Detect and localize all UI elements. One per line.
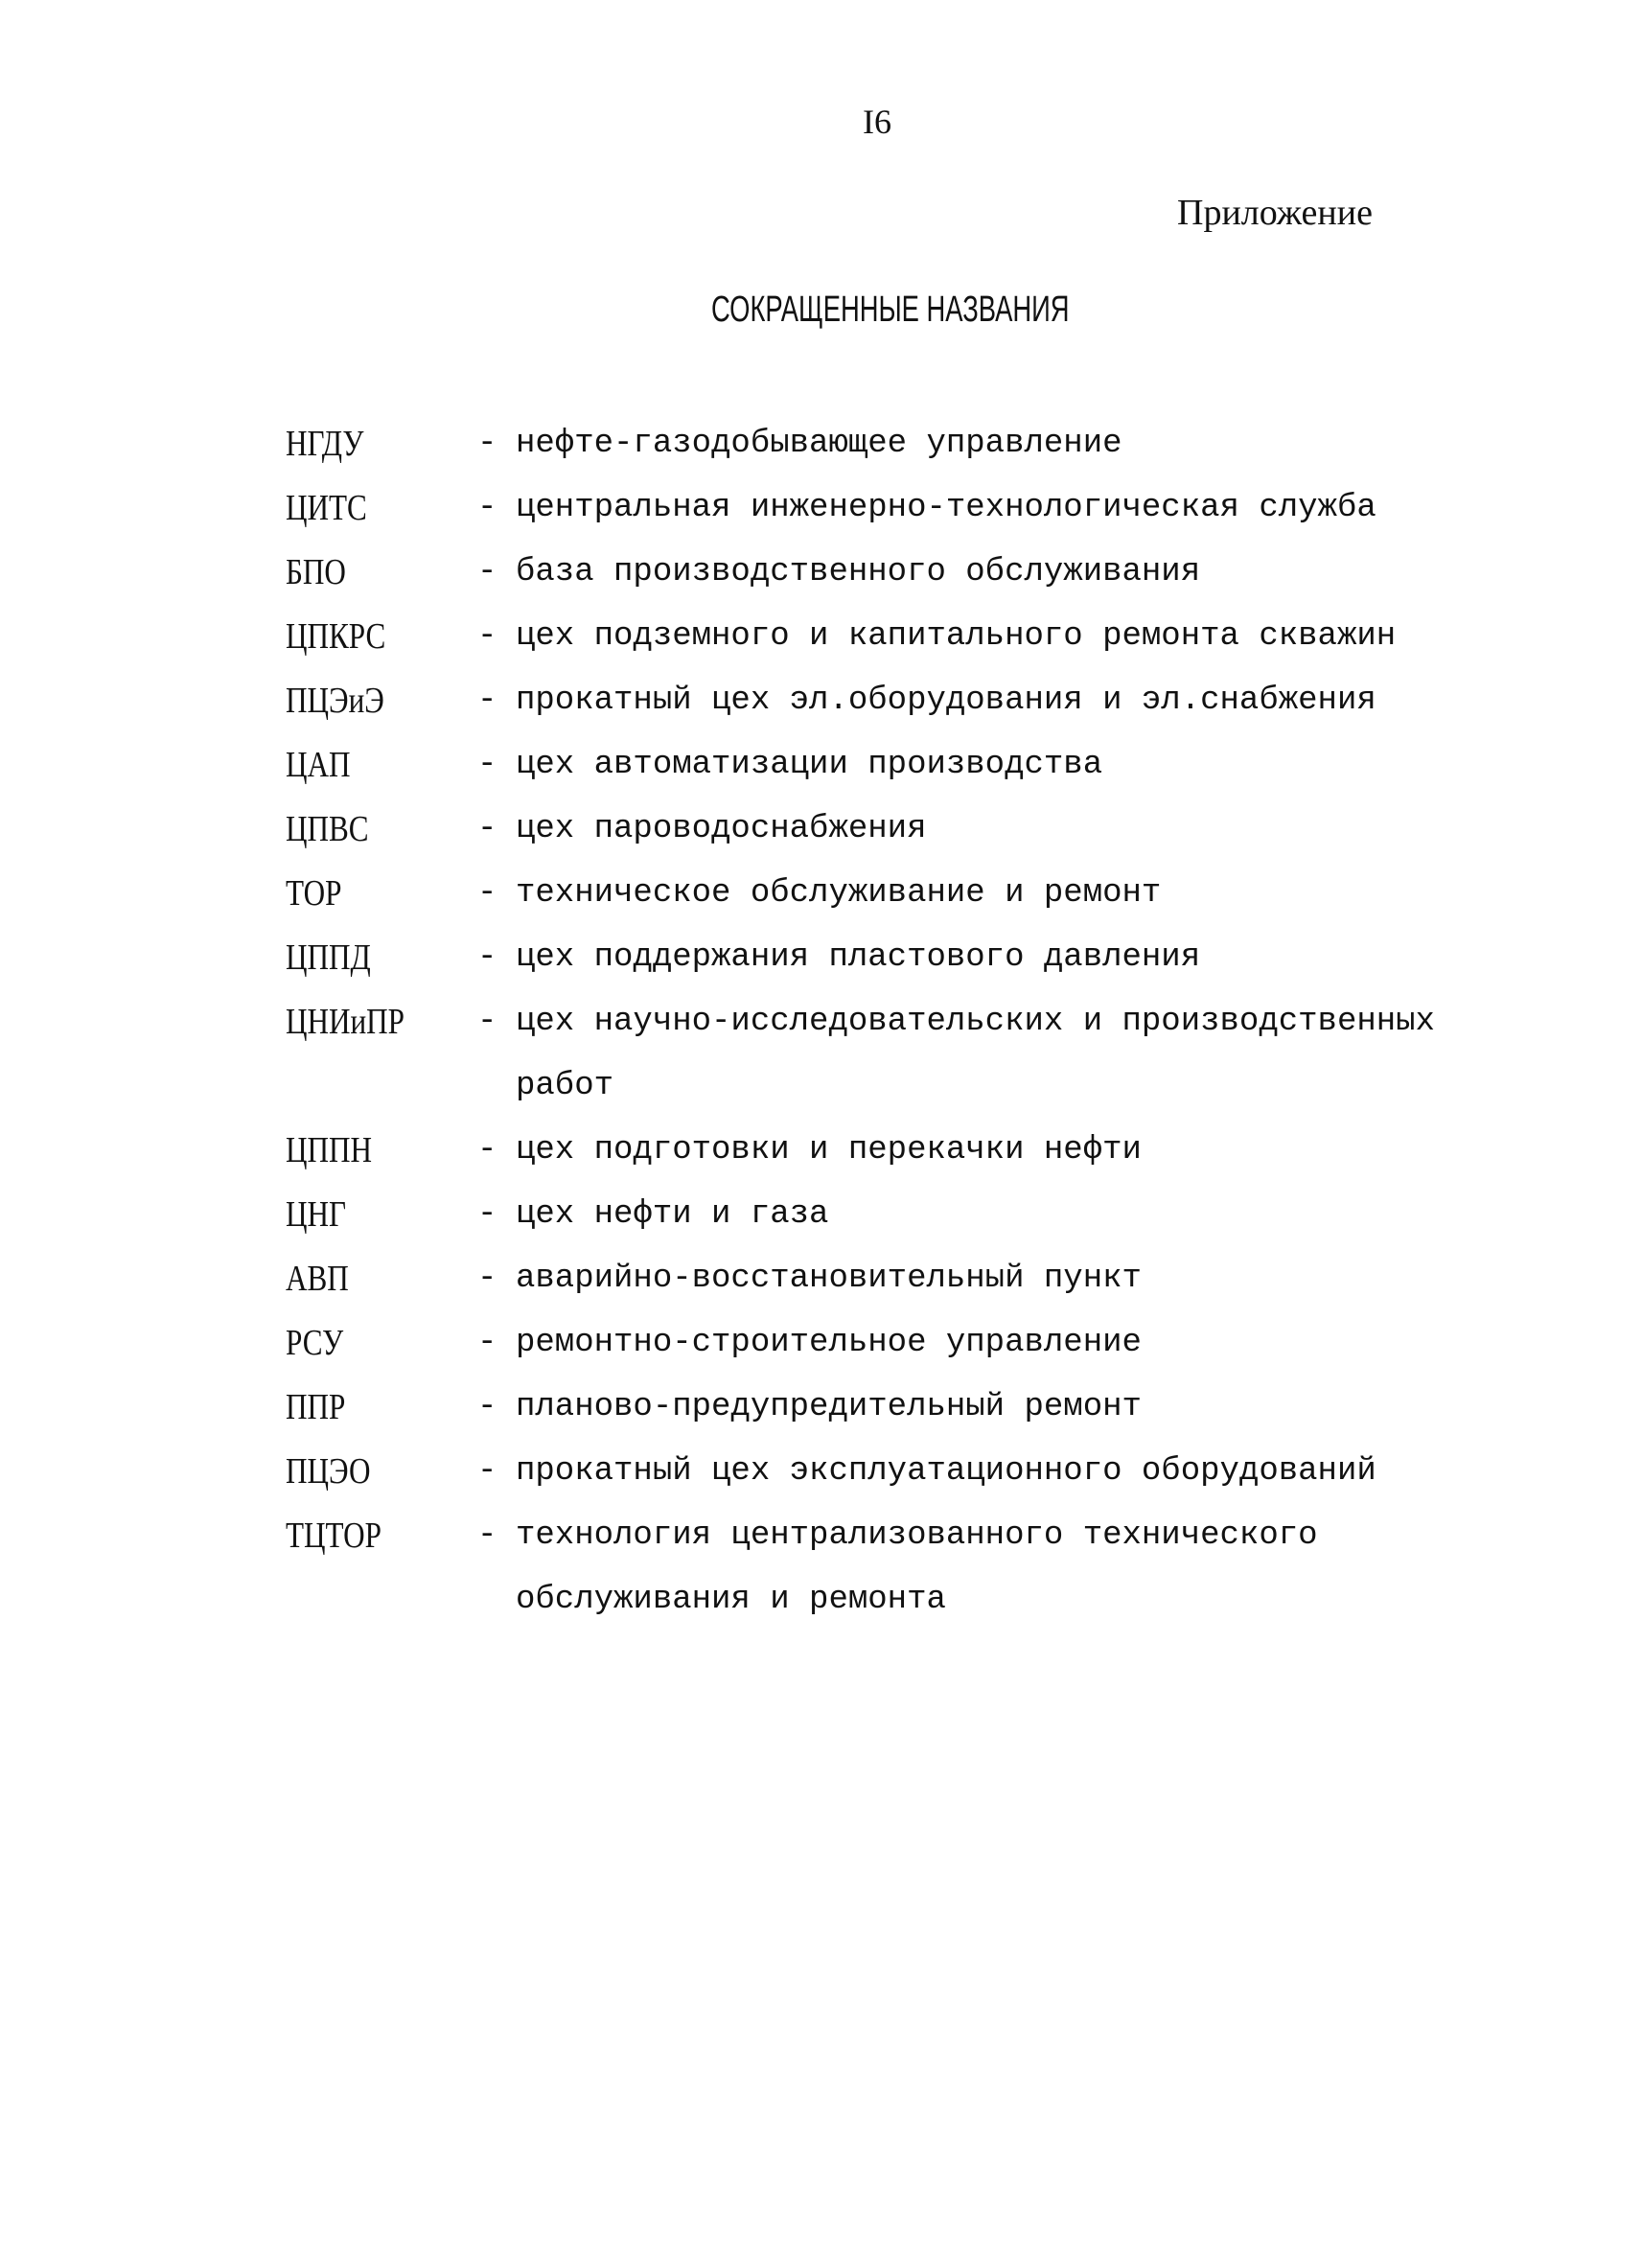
abbreviation-dash: -: [477, 811, 497, 847]
abbreviation-dash: -: [477, 618, 497, 655]
section-title: СОКРАЩЕННЫЕ НАЗВАНИЯ: [711, 289, 1070, 330]
abbreviation-row: [286, 1376, 1493, 1440]
abbreviation-row: [286, 862, 1493, 926]
abbreviation-dash: -: [477, 1196, 497, 1233]
abbreviation-description: планово-предупредительный ремонт: [516, 1389, 1142, 1425]
abbreviation-row: [286, 1311, 1493, 1376]
abbreviation-description: цех автоматизации производства: [516, 747, 1103, 783]
abbreviation-dash: -: [477, 875, 497, 912]
abbreviation-code: ТЦТОР: [286, 1516, 382, 1556]
abbreviation-description: центральная инженерно-технологическая служба: [516, 490, 1376, 526]
abbreviation-code: ПЦЭО: [286, 1451, 371, 1492]
abbreviation-dash: -: [477, 939, 497, 976]
abbreviation-description: технология централизованного технического обслуживания и ремонта: [516, 1517, 1318, 1618]
abbreviation-dash: -: [477, 1132, 497, 1169]
abbreviation-description: техническое обслуживание и ремонт: [516, 875, 1162, 912]
abbreviation-code: ЦППД: [286, 937, 371, 978]
abbreviation-description: цех подземного и капитального ремонта скважин: [516, 618, 1397, 655]
abbreviation-code: ЦАП: [286, 745, 351, 785]
abbreviation-dash: -: [477, 1325, 497, 1361]
page-number: I6: [863, 103, 891, 141]
abbreviation-row: [286, 605, 1493, 669]
abbreviation-code: БПО: [286, 552, 346, 592]
abbreviation-code: ЦИТС: [286, 488, 367, 528]
abbreviation-row: [286, 1504, 1493, 1632]
abbreviation-description: ремонтно-строительное управление: [516, 1325, 1142, 1361]
abbreviation-code: ТОР: [286, 873, 342, 914]
abbreviation-dash: -: [477, 554, 497, 590]
abbreviation-description: цех пароводоснабжения: [516, 811, 927, 847]
abbreviation-dash: -: [477, 683, 497, 719]
abbreviation-row: [286, 1119, 1493, 1183]
abbreviation-dash: -: [477, 747, 497, 783]
abbreviation-code: ЦНИиПР: [286, 1002, 405, 1042]
abbreviation-code: АВП: [286, 1259, 349, 1299]
abbreviation-dash: -: [477, 1453, 497, 1490]
abbreviation-row: [286, 1247, 1493, 1311]
abbreviation-row: [286, 476, 1493, 541]
abbreviation-row: [286, 669, 1493, 733]
abbreviation-description: база производственного обслуживания: [516, 554, 1201, 590]
appendix-label: Приложение: [1177, 193, 1373, 233]
abbreviation-row: [286, 798, 1493, 862]
abbreviation-row: [286, 1183, 1493, 1247]
abbreviation-dash: -: [477, 1517, 497, 1554]
abbreviation-description: прокатный цех эксплуатационного оборудований: [516, 1453, 1376, 1490]
abbreviation-row: [286, 1440, 1493, 1504]
abbreviation-row: [286, 733, 1493, 798]
abbreviation-description: цех нефти и газа: [516, 1196, 829, 1233]
abbreviation-description: цех поддержания пластового давления: [516, 939, 1201, 976]
abbreviation-code: ЦПВС: [286, 809, 369, 849]
abbreviation-row: [286, 541, 1493, 605]
abbreviation-description: прокатный цех эл.оборудования и эл.снабжения: [516, 683, 1376, 719]
abbreviation-dash: -: [477, 1261, 497, 1297]
abbreviation-dash: -: [477, 1389, 497, 1425]
abbreviation-description: цех подготовки и перекачки нефти: [516, 1132, 1142, 1169]
abbreviation-description: цех научно-исследовательских и производственных работ: [516, 1004, 1435, 1104]
abbreviation-row: [286, 412, 1493, 476]
abbreviation-code: НГДУ: [286, 424, 364, 464]
abbreviation-code: ППР: [286, 1387, 346, 1427]
abbreviation-description: нефте-газодобывающее управление: [516, 426, 1122, 462]
abbreviation-code: ЦНГ: [286, 1194, 347, 1235]
abbreviation-code: РСУ: [286, 1323, 344, 1363]
abbreviation-dash: -: [477, 426, 497, 462]
abbreviation-code: ЦППН: [286, 1130, 373, 1170]
abbreviation-code: ПЦЭиЭ: [286, 681, 384, 721]
abbreviation-code: ЦПКРС: [286, 616, 386, 657]
abbreviation-dash: -: [477, 490, 497, 526]
abbreviation-list: [286, 412, 1493, 1632]
abbreviation-row: [286, 990, 1493, 1119]
abbreviation-row: [286, 926, 1493, 990]
abbreviation-description: аварийно-восстановительный пункт: [516, 1261, 1142, 1297]
abbreviation-dash: -: [477, 1004, 497, 1040]
